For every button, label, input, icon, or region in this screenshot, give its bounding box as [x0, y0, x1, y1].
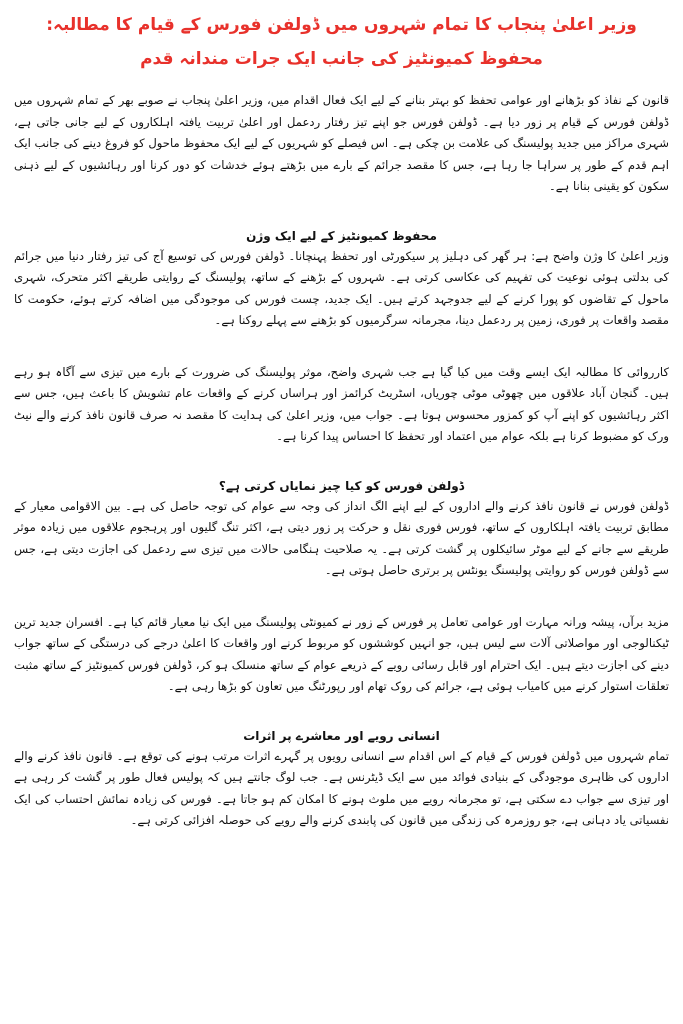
section-heading-distinctive: ڈولفن فورس کو کیا چیز نمایاں کرتی ہے؟: [218, 478, 465, 493]
distinctive-paragraph: ڈولفن فورس نے قانون نافذ کرنے والے اداروں کے لیے اپنے الگ انداز کی وجہ سے عوام کی توجہ حاصل کی ہے۔ بین الاقوامی معیار کے مطابق تربیت یافتہ اہلکاروں کے ساتھ، فورس فوری نقل و حرکت پر زور دیتی ہے، اکثر تنگ گلیوں اور پرہجوم علاقوں میں زیادہ موثر طریقے سے جانے کے لیے موٹر سائیکلوں پر گشت کرتی ہے۔ یہ صلاحیت ہنگامی حالات میں تیزی سے ردعمل کی اجازت دیتی ہے، جس سے ڈولفن فورس کو روایتی پولیسنگ یونٹس پر برتری حاصل ہوتی ہے۔: [14, 498, 669, 577]
section-heading-impact: انسانی رویے اور معاشرے پر اثرات: [243, 728, 440, 743]
vision-paragraph: وزیر اعلیٰ کا وژن واضح ہے: ہر گھر کی دہلیز پر سیکورٹی اور تحفظ پہنچانا۔ ڈولفن فورس کی توسیع آج کی تیز رفتار دنیا میں جرائم کی بدلتی ہوئی نوعیت کی تفہیم کی عکاسی کرتی ہے۔ شہروں کے بڑھنے کے ساتھ، پولیسنگ کے روایتی طریقے اکثر متحرک، شہری ماحول کے تقاضوں کو پورا کرنے کے لیے جدوجہد کرتے ہیں۔ ایک جدید، چست فورس کی موجودگی میں اضافہ کرتے ہوئے، حکومت کا مقصد واقعات پر فوری، زمین پر ردعمل دینا، مجرمانہ سرگرمیوں کو بڑھنے سے پہلے روکنا ہے۔: [14, 248, 669, 327]
action-call-paragraph: کارروائی کا مطالبہ ایک ایسے وقت میں کیا گیا ہے جب شہری واضح، موثر پولیسنگ کی ضرورت کے بارے میں تیزی سے آگاہ ہو رہے ہیں۔ گنجان آباد علاقوں میں چھوٹی موٹی چوریاں، اسٹریٹ کرائمز اور ہراساں کرنے کے واقعات عام تشویش کا باعث ہیں، جس سے اکثر رہائشیوں کو اپنے آپ کو کمزور محسوس ہوتا ہے۔ جواب میں، وزیر اعلیٰ کی ہدایت کا مقصد نہ صرف قانون نافذ کرنے والے نیٹ ورک کو مضبوط کرنا ہے بلکہ عوام میں اعتماد اور تحفظ کا احساس پیدا کرنا ہے۔: [14, 364, 669, 443]
section-heading-vision: محفوظ کمیونٹیز کے لیے ایک وژن: [246, 228, 437, 243]
impact-paragraph: تمام شہروں میں ڈولفن فورس کے قیام کے اس اقدام سے انسانی رویوں پر گہرے اثرات مرتب ہونے کی توقع ہے۔ قانون نافذ کرنے والے اداروں کی ظاہری موجودگی کے بنیادی فوائد میں سے ایک ڈیٹرنس ہے۔ جب لوگ جانتے ہیں کہ پولیس فعال طور پر گشت کر رہی ہے اور تیزی سے جواب دے سکتی ہے، تو مجرمانہ رویے میں ملوث ہونے کا امکان کم ہو جاتا ہے۔ فورس کی زیادہ نمائش احتساب کی ایک نفسیاتی یاد دہانی ہے، جو روزمرہ کی زندگی میں قانون کی پابندی کرنے والے رویے کی حوصلہ افزائی کرتی ہے۔: [14, 748, 669, 827]
professionalism-paragraph: مزید برآں، پیشہ ورانہ مہارت اور عوامی تعامل پر فورس کے زور نے کمیونٹی پولیسنگ میں ایک نیا معیار قائم کیا ہے۔ افسران جدید ترین ٹیکنالوجی اور مواصلاتی آلات سے لیس ہیں، جو انہیں کوششوں کو مربوط کرنے اور واقعات کا اعلیٰ درجے کی درستگی کے ساتھ جواب دینے کی اجازت دیتے ہیں۔ ایک احترام اور قابل رسائی رویے کے ذریعے عوام کے ساتھ منسلک ہو کر، ڈولفن فورس کمیونٹیز کے ساتھ مثبت تعلقات استوار کرنے میں کامیاب ہوئی ہے، جرائم کی روک تھام اور رپورٹنگ میں تعاون کو بڑھا رہی ہے۔: [14, 614, 669, 693]
article-headline: وزیر اعلیٰ پنجاب کا تمام شہروں میں ڈولفن فورس کے قیام کا مطالبہ: محفوظ کمیونٹیز کی جانب ایک جرات مندانہ قدم: [46, 15, 637, 69]
intro-paragraph: قانون کے نفاذ کو بڑھانے اور عوامی تحفظ کو بہتر بنانے کے لیے ایک فعال اقدام میں، وزیر اعلیٰ پنجاب نے صوبے بھر کے تمام شہروں میں ڈولفن فورس کے قیام پر زور دیا ہے۔ ڈولفن فورس جو اپنے تیز رفتار ردعمل اور اعلیٰ تربیت یافتہ اہلکاروں کے لیے جانی جاتی ہے، شہری مراکز میں جدید پولیسنگ کی علامت بن چکی ہے۔ اس فیصلے کو شہریوں کے لیے ایک محفوظ ماحول کو فروغ دینے کی جانب ایک اہم قدم کے طور پر سراہا جا رہا ہے، جس کا مقصد جرائم کے بارے میں بڑھتے ہوئے خدشات کو دور کرنا اور رہائشیوں کے لیے ذہنی سکون کو یقینی بنانا ہے۔: [14, 93, 669, 193]
